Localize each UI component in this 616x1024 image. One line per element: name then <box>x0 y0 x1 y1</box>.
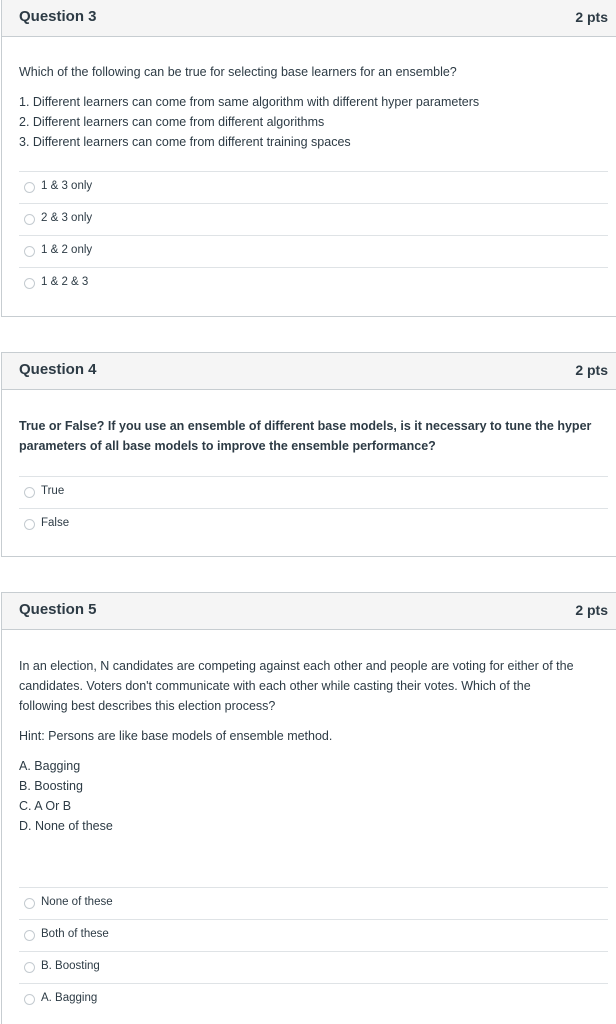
answer-option[interactable] <box>19 951 608 983</box>
answer-option[interactable] <box>19 267 608 299</box>
question-5-option-c: C. A Or B <box>19 799 72 813</box>
radio-button[interactable] <box>24 994 35 1005</box>
question-5-prompt-line-3: following best describes this election process? <box>19 699 276 713</box>
answer-label[interactable]: None of these <box>41 896 113 908</box>
question-5-header <box>2 593 616 630</box>
question-5-prompt-line-2: candidates. Voters don't communicate with each other while casting their votes. Which of the <box>19 679 531 693</box>
question-5-option-b: B. Boosting <box>19 779 83 793</box>
question-5-answers <box>19 887 608 1015</box>
radio-button[interactable] <box>24 182 35 193</box>
question-3-statement-2: 2. Different learners can come from different algorithms <box>19 115 325 129</box>
answer-option[interactable] <box>19 235 608 267</box>
radio-button[interactable] <box>24 487 35 498</box>
radio-button[interactable] <box>24 898 35 909</box>
answer-option[interactable] <box>19 887 608 919</box>
question-4-prompt-line-2: parameters of all base models to improve the ensemble performance? <box>19 439 436 453</box>
question-3-text <box>19 62 608 152</box>
question-4-answers <box>19 476 608 540</box>
question-3-points: 2 pts <box>575 9 608 25</box>
question-4-title: Question 4 <box>19 361 97 378</box>
question-4-prompt-line-1: True or False? If you use an ensemble of different base models, is it necessary to tune the hyper <box>19 419 592 433</box>
answer-label[interactable]: 1 & 2 & 3 <box>41 276 89 288</box>
question-5 <box>1 592 616 1024</box>
answer-label[interactable]: 1 & 2 only <box>41 244 93 256</box>
answer-option[interactable] <box>19 983 608 1015</box>
question-3-statement-1: 1. Different learners can come from same algorithm with different hyper parameters <box>19 95 480 109</box>
question-3-statement-3: 3. Different learners can come from different training spaces <box>19 135 351 149</box>
question-5-hint: Hint: Persons are like base models of ensemble method. <box>19 729 333 743</box>
radio-button[interactable] <box>24 930 35 941</box>
question-5-option-a: A. Bagging <box>19 759 81 773</box>
radio-button[interactable] <box>24 246 35 257</box>
question-5-points: 2 pts <box>575 602 608 618</box>
question-5-prompt-line-1: In an election, N candidates are competing against each other and people are voting for either of the <box>19 659 574 673</box>
radio-button[interactable] <box>24 278 35 289</box>
radio-button[interactable] <box>24 214 35 225</box>
question-4 <box>1 352 616 557</box>
answer-option[interactable] <box>19 171 608 203</box>
question-4-text <box>19 416 608 456</box>
question-4-points: 2 pts <box>575 362 608 378</box>
answer-label[interactable]: 2 & 3 only <box>41 212 93 224</box>
answer-label[interactable]: A. Bagging <box>41 992 98 1004</box>
question-5-title: Question 5 <box>19 601 97 618</box>
answer-label[interactable]: Both of these <box>41 928 109 940</box>
answer-option[interactable] <box>19 476 608 508</box>
answer-option[interactable] <box>19 203 608 235</box>
answer-label[interactable]: 1 & 3 only <box>41 180 93 192</box>
question-5-option-d: D. None of these <box>19 819 113 833</box>
radio-button[interactable] <box>24 962 35 973</box>
radio-button[interactable] <box>24 519 35 530</box>
question-5-text <box>19 656 608 836</box>
question-3-header <box>2 0 616 37</box>
question-3-title: Question 3 <box>19 8 97 25</box>
answer-option[interactable] <box>19 508 608 540</box>
question-3 <box>1 0 616 317</box>
question-3-answers <box>19 171 608 299</box>
question-3-prompt: Which of the following can be true for selecting base learners for an ensemble? <box>19 65 457 79</box>
answer-label[interactable]: B. Boosting <box>41 960 100 972</box>
answer-label[interactable]: False <box>41 517 70 529</box>
answer-label[interactable]: True <box>41 485 65 497</box>
question-4-header <box>2 353 616 390</box>
answer-option[interactable] <box>19 919 608 951</box>
